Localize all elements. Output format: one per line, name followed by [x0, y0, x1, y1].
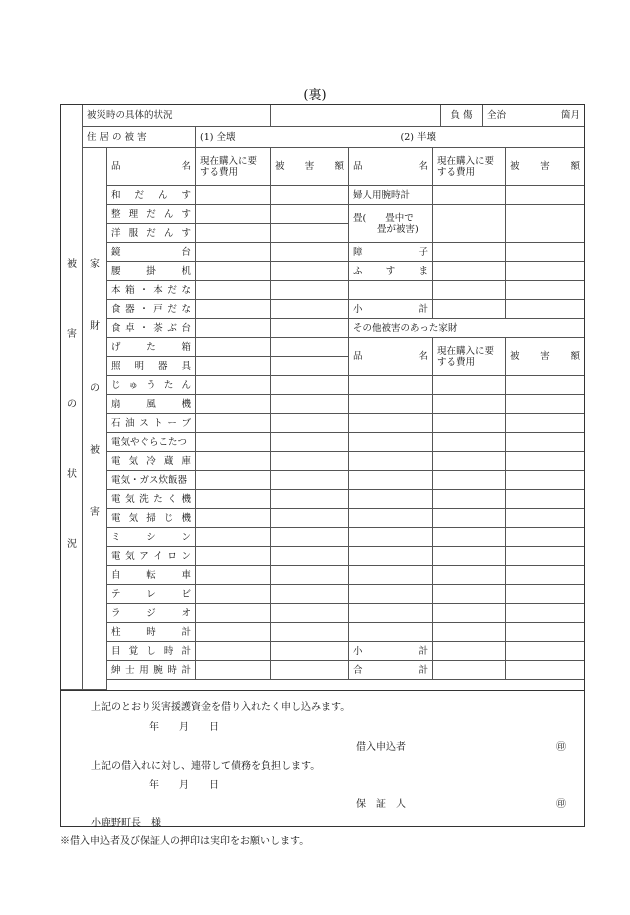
right-damage-field[interactable] — [506, 604, 584, 623]
side-label-char: の — [67, 399, 77, 410]
right-cost-field[interactable] — [433, 642, 506, 661]
left-cost-field[interactable] — [196, 604, 271, 623]
guarantor-seal: ㊞ — [556, 799, 566, 810]
applicant-seal: ㊞ — [556, 742, 566, 753]
right-cost-field[interactable] — [433, 300, 506, 319]
left-damage-field[interactable] — [271, 357, 349, 376]
other-item-field[interactable] — [349, 471, 433, 490]
other-item-field[interactable] — [349, 490, 433, 509]
left-item-label: 洋 服 だ ん す — [107, 224, 196, 243]
left-item-label: 腰 掛 机 — [107, 262, 196, 281]
side-label-char: 被 — [67, 259, 77, 270]
left-cost-field[interactable] — [196, 471, 271, 490]
left-item-label: 食 器 ・ 戸 だ な — [107, 300, 196, 319]
group-label-char: 害 — [90, 507, 100, 518]
left-item-label: 本 箱 ・ 本 だ な — [107, 281, 196, 300]
other-item-field[interactable] — [349, 509, 433, 528]
left-damage-field[interactable] — [271, 490, 349, 509]
right-cost-field[interactable] — [433, 490, 506, 509]
left-cost-field[interactable] — [196, 243, 271, 262]
option-total-collapse[interactable]: (1) 全壊 — [200, 131, 236, 143]
left-item-label: ミ シ ン — [107, 528, 196, 547]
left-damage-field[interactable] — [271, 186, 349, 205]
right-cost-field[interactable] — [433, 243, 506, 262]
left-cost-header: 現在購入に要する費用 — [196, 148, 271, 186]
left-damage-field[interactable] — [271, 376, 349, 395]
left-cost-field[interactable] — [196, 281, 271, 300]
fusuma-label: ふ す ま — [349, 262, 433, 281]
left-item-label: 電 気 ア イ ロ ン — [107, 547, 196, 566]
left-item-label: 電 気 掃 じ 機 — [107, 509, 196, 528]
other-item-field[interactable] — [349, 623, 433, 642]
left-damage-field[interactable] — [271, 205, 349, 224]
left-cost-field[interactable] — [196, 376, 271, 395]
guarantor-label: 保 証 人 — [356, 799, 406, 810]
right-cost-header: 現在購入に要する費用 — [433, 148, 506, 186]
left-damage-field[interactable] — [271, 319, 349, 338]
right-cost-field[interactable] — [433, 509, 506, 528]
right-cost-field[interactable] — [433, 604, 506, 623]
ladies-watch-label: 婦人用腕時計 — [349, 186, 433, 205]
left-damage-field[interactable] — [271, 262, 349, 281]
left-cost-field[interactable] — [196, 509, 271, 528]
right-damage-field[interactable] — [506, 547, 584, 566]
right-cost-field[interactable] — [433, 452, 506, 471]
left-damage-field[interactable] — [271, 471, 349, 490]
blank-row — [349, 281, 433, 300]
right-damage-header: 被 害 額 — [506, 148, 584, 186]
left-damage-field[interactable] — [271, 585, 349, 604]
right-cost-field[interactable] — [433, 528, 506, 547]
left-item-label: 自 転 車 — [107, 566, 196, 585]
left-damage-field[interactable] — [271, 642, 349, 661]
left-cost-field[interactable] — [196, 642, 271, 661]
left-item-label: 鏡 台 — [107, 243, 196, 262]
left-item-label: 紳 士 用 腕 時 計 — [107, 661, 196, 680]
residence-options[interactable] — [196, 127, 584, 148]
other-item-field[interactable] — [349, 433, 433, 452]
left-item-label: 電気・ガス炊飯器 — [107, 471, 196, 490]
group-label-char: の — [90, 383, 100, 394]
right-cost-field[interactable] — [433, 547, 506, 566]
right-damage-field[interactable] — [506, 243, 584, 262]
left-damage-field[interactable] — [271, 623, 349, 642]
left-cost-field[interactable] — [196, 357, 271, 376]
subtotal2-label: 小 計 — [349, 642, 433, 661]
left-damage-field[interactable] — [271, 566, 349, 585]
right-damage-field[interactable] — [506, 509, 584, 528]
right-cost-field[interactable] — [433, 433, 506, 452]
other-item-field[interactable] — [349, 414, 433, 433]
other-damage-header: その他被害のあった家財 — [349, 319, 584, 338]
other-item-field[interactable] — [349, 585, 433, 604]
left-damage-field[interactable] — [271, 338, 349, 357]
full-cure-label: 全治 — [487, 110, 507, 121]
left-cost-field[interactable] — [196, 566, 271, 585]
left-cost-field[interactable] — [196, 547, 271, 566]
left-damage-field[interactable] — [271, 433, 349, 452]
left-item-label: 整 理 だ ん す — [107, 205, 196, 224]
left-damage-field[interactable] — [271, 509, 349, 528]
left-damage-field[interactable] — [271, 604, 349, 623]
addressee: 小鹿野町長 様 — [91, 818, 161, 829]
loan-application-form — [60, 104, 585, 827]
right-damage-field[interactable] — [506, 661, 584, 680]
right2-damage-header: 被 害 額 — [506, 338, 584, 376]
side-label-char: 状 — [67, 469, 77, 480]
side-label-char: 況 — [67, 539, 77, 550]
left-item-label: 扇 風 機 — [107, 395, 196, 414]
left-item-label: げ た 箱 — [107, 338, 196, 357]
left-item-label: 電 気 冷 蔵 庫 — [107, 452, 196, 471]
left-item-label: 和 だ ん す — [107, 186, 196, 205]
other-item-field[interactable] — [349, 376, 433, 395]
tatami-line1: 畳( 畳中で — [353, 212, 414, 224]
right-damage-field[interactable] — [506, 300, 584, 319]
right-damage-field[interactable] — [506, 262, 584, 281]
right2-cost-header: 現在購入に要する費用 — [433, 338, 506, 376]
left-damage-field[interactable] — [271, 281, 349, 300]
left-item-label: 石 油 ス ト ー ブ — [107, 414, 196, 433]
left-item-label: 電気やぐらこたつ — [107, 433, 196, 452]
application-date[interactable]: 年 月 日 — [149, 722, 219, 733]
left-damage-field[interactable] — [271, 528, 349, 547]
right-damage-field[interactable] — [506, 281, 584, 300]
right-damage-field[interactable] — [506, 433, 584, 452]
right-cost-field[interactable] — [433, 471, 506, 490]
left-cost-field[interactable] — [196, 528, 271, 547]
right-damage-field[interactable] — [506, 376, 584, 395]
right-cost-field[interactable] — [433, 262, 506, 281]
injury-label: 負 傷 — [441, 105, 483, 127]
right-damage-field[interactable] — [506, 395, 584, 414]
left-item-label: 目 覚 し 時 計 — [107, 642, 196, 661]
right-damage-field[interactable] — [506, 471, 584, 490]
guarantee-statement: 上記の借入れに対し、連帯して債務を負担します。 — [91, 761, 321, 772]
other-item-field[interactable] — [349, 604, 433, 623]
right-damage-field[interactable] — [506, 414, 584, 433]
left-cost-field[interactable] — [196, 585, 271, 604]
left-cost-field[interactable] — [196, 319, 271, 338]
right-damage-field[interactable] — [506, 528, 584, 547]
left-cost-field[interactable] — [196, 338, 271, 357]
right-item-header: 品 名 — [349, 148, 433, 186]
right-cost-field[interactable] — [433, 623, 506, 642]
left-cost-field[interactable] — [196, 433, 271, 452]
left-cost-field[interactable] — [196, 262, 271, 281]
other-item-field[interactable] — [349, 395, 433, 414]
left-cost-field[interactable] — [196, 300, 271, 319]
left-cost-field[interactable] — [196, 414, 271, 433]
total-label: 合 計 — [349, 661, 433, 680]
page-title: (裏) — [303, 88, 327, 103]
group-label-char: 被 — [90, 445, 100, 456]
application-statement: 上記のとおり災害援護資金を借り入れたく申し込みます。 — [91, 702, 351, 713]
full-cure-field[interactable] — [483, 105, 584, 127]
footnote: ※借入申込者及び保証人の押印は実印をお願いします。 — [60, 836, 310, 847]
left-damage-field[interactable] — [271, 224, 349, 243]
left-damage-field[interactable] — [271, 395, 349, 414]
situation-field[interactable] — [271, 105, 441, 127]
household-goods-column — [83, 148, 107, 690]
left-item-label: 食 卓 ・ 茶 ぶ 台 — [107, 319, 196, 338]
left-damage-header: 被 害 額 — [271, 148, 349, 186]
right-cost-field[interactable] — [433, 585, 506, 604]
side-label-char: 害 — [67, 329, 77, 340]
left-cost-field[interactable] — [196, 186, 271, 205]
right-damage-field[interactable] — [506, 642, 584, 661]
right-cost-field[interactable] — [433, 376, 506, 395]
right-damage-field[interactable] — [506, 186, 584, 205]
subtotal-label: 小 計 — [349, 300, 433, 319]
right-cost-field[interactable] — [433, 566, 506, 585]
shoji-label: 障 子 — [349, 243, 433, 262]
right-cost-field[interactable] — [433, 205, 506, 243]
tatami-label — [349, 205, 433, 243]
other-item-field[interactable] — [349, 547, 433, 566]
option-half-collapse[interactable]: (2) 半壊 — [400, 131, 436, 143]
right-cost-field[interactable] — [433, 661, 506, 680]
left-cost-field[interactable] — [196, 490, 271, 509]
left-cost-field[interactable] — [196, 452, 271, 471]
right-damage-field[interactable] — [506, 490, 584, 509]
right-damage-field[interactable] — [506, 585, 584, 604]
left-damage-field[interactable] — [271, 661, 349, 680]
left-item-label: 電 気 洗 た く 機 — [107, 490, 196, 509]
right-cost-field[interactable] — [433, 281, 506, 300]
left-damage-field[interactable] — [271, 414, 349, 433]
left-cost-field[interactable] — [196, 623, 271, 642]
left-cost-field[interactable] — [196, 661, 271, 680]
left-damage-field[interactable] — [271, 547, 349, 566]
left-damage-field[interactable] — [271, 452, 349, 471]
guarantee-date[interactable]: 年 月 日 — [149, 780, 219, 791]
right-damage-field[interactable] — [506, 566, 584, 585]
right2-item-header: 品 名 — [349, 338, 433, 376]
left-cost-field[interactable] — [196, 395, 271, 414]
left-item-label: 柱 時 計 — [107, 623, 196, 642]
left-item-header: 品 名 — [107, 148, 196, 186]
right-damage-field[interactable] — [506, 205, 584, 243]
group-label-char: 財 — [90, 321, 100, 332]
left-item-label: じ ゅ う た ん — [107, 376, 196, 395]
tatami-line2: 畳が被害) — [377, 223, 419, 235]
group-label-char: 家 — [90, 259, 100, 270]
other-item-field[interactable] — [349, 528, 433, 547]
left-item-label: テ レ ビ — [107, 585, 196, 604]
left-cost-field[interactable] — [196, 205, 271, 224]
left-damage-field[interactable] — [271, 300, 349, 319]
right-cost-field[interactable] — [433, 414, 506, 433]
left-cost-field[interactable] — [196, 224, 271, 243]
left-item-label: 照 明 器 具 — [107, 357, 196, 376]
left-damage-field[interactable] — [271, 243, 349, 262]
right-cost-field[interactable] — [433, 395, 506, 414]
applicant-label: 借入申込者 — [356, 742, 406, 753]
right-damage-field[interactable] — [506, 452, 584, 471]
other-item-field[interactable] — [349, 452, 433, 471]
situation-label: 被災時の具体的状況 — [83, 105, 271, 127]
months-label: 箇月 — [560, 110, 580, 121]
right-damage-field[interactable] — [506, 623, 584, 642]
residence-damage-label: 住 居 の 被 害 — [83, 127, 196, 148]
other-item-field[interactable] — [349, 566, 433, 585]
right-cost-field[interactable] — [433, 186, 506, 205]
left-item-label: ラ ジ オ — [107, 604, 196, 623]
